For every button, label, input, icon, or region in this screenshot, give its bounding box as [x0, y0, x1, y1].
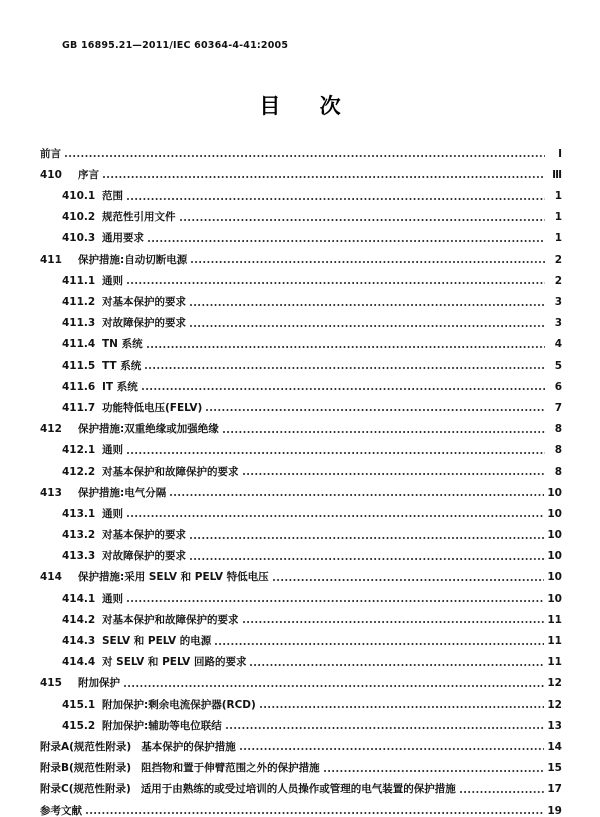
- leader-dots: [124, 682, 544, 688]
- toc-entry-number: 411.2: [62, 296, 96, 308]
- toc-annex-entry[interactable]: [40, 752, 562, 773]
- toc-entry-number: 414.2: [62, 613, 96, 626]
- toc-entry-page-number: 10: [547, 486, 562, 499]
- toc-entry-number: 411.6: [62, 380, 96, 393]
- toc-entry-page-number: Ⅰ: [558, 147, 562, 160]
- toc-entry[interactable]: [40, 562, 562, 583]
- toc-entry-page-number: 7: [554, 401, 562, 414]
- toc-entry-label: 保护措施:双重绝缘或加强绝缘: [78, 423, 219, 436]
- toc-entry[interactable]: [40, 371, 562, 392]
- toc-entry[interactable]: [40, 265, 562, 286]
- toc-entry-number: 413.3: [62, 550, 96, 563]
- toc-entry-label: 对基本保护的要求: [102, 296, 186, 308]
- toc-entry-number: 411.7: [62, 401, 96, 414]
- document-header-standard-number: GB 16895.21—2011/IEC 60364-4-41:2005: [62, 40, 289, 51]
- toc-entry-page-number: 1: [554, 232, 562, 245]
- toc-entry-number: 410.1: [62, 190, 96, 203]
- toc-entry-page-number: 10: [547, 571, 562, 584]
- leader-dots: [127, 449, 545, 455]
- leader-dots: [145, 364, 545, 370]
- leader-dots: [250, 661, 544, 667]
- toc-references-label: 参考文献: [40, 804, 82, 817]
- leader-dots: [127, 279, 545, 285]
- toc-entry-label: 对基本保护和故障保护的要求: [102, 465, 239, 478]
- toc-entry-label: 规范性引用文件: [102, 211, 176, 224]
- toc-entry-number: 411.3: [62, 317, 96, 330]
- leader-dots: [190, 534, 544, 540]
- toc-entry-page-number: 12: [547, 698, 562, 711]
- toc-entry-number: 414.1: [62, 592, 96, 605]
- toc-entry-page-number: 3: [554, 317, 562, 330]
- toc-entry-page-number: 10: [547, 529, 562, 542]
- toc-entry-label: 通则: [102, 507, 123, 520]
- toc-annex-page-number: 14: [547, 740, 562, 753]
- toc-entry[interactable]: [40, 689, 562, 710]
- toc-entry[interactable]: [40, 541, 562, 562]
- toc-entry-label: 对 SELV 和 PELV 回路的要求: [102, 656, 247, 669]
- toc-entry-label: 附加保护:辅助等电位联结: [102, 719, 222, 732]
- toc-entry-label: 对基本保护的要求: [102, 529, 186, 542]
- toc-entry-label: TN 系统: [102, 338, 143, 351]
- toc-annex-label: 附录A(规范性附录): [40, 740, 132, 753]
- toc-entry-number: 412.1: [62, 444, 96, 457]
- toc-annex-label: 附录C(规范性附录): [40, 783, 131, 796]
- leader-dots: [148, 237, 545, 243]
- toc-entry-page-number: 1: [554, 211, 562, 224]
- toc-entry-number: 411.4: [62, 338, 96, 351]
- toc-annex-title: 基本保护的保护措施: [141, 740, 236, 753]
- toc-entry[interactable]: [40, 138, 562, 159]
- leader-dots: [65, 152, 545, 158]
- toc-entry[interactable]: [40, 647, 562, 668]
- toc-references-page-number: 19: [547, 804, 562, 817]
- toc-entry-label: 功能特低电压(FELV): [102, 401, 203, 414]
- toc-entry[interactable]: [40, 329, 562, 350]
- page-title: 目 次: [259, 94, 357, 118]
- toc-annex-page-number: 15: [547, 762, 562, 775]
- leader-dots: [190, 555, 544, 561]
- toc-entry[interactable]: [40, 159, 562, 180]
- toc-entry-number: 413.2: [62, 529, 96, 542]
- leader-dots: [243, 470, 546, 476]
- leader-dots: [215, 640, 544, 646]
- toc-entry-label: 通则: [102, 444, 123, 457]
- leader-dots: [190, 301, 545, 307]
- table-of-contents: [40, 138, 562, 816]
- leader-dots: [223, 428, 545, 434]
- toc-entry-label: 范围: [102, 190, 123, 203]
- toc-entry-page-number: 5: [554, 359, 562, 372]
- toc-entry-label: 通则: [102, 592, 123, 605]
- toc-annex-entry[interactable]: [40, 774, 562, 795]
- toc-entry-number: 414: [40, 571, 62, 584]
- leader-dots: [127, 512, 544, 518]
- toc-annex-title: 适用于由熟练的或受过培训的人员操作或管理的电气装置的保护措施: [140, 783, 456, 796]
- toc-entry-number: 412.2: [62, 465, 96, 478]
- toc-entry[interactable]: [40, 308, 562, 329]
- toc-entry[interactable]: [40, 413, 562, 434]
- leader-dots: [86, 809, 544, 815]
- toc-entry[interactable]: [40, 625, 562, 646]
- toc-entry-page-number: 8: [554, 423, 562, 436]
- toc-entry-page-number: 6: [554, 380, 562, 393]
- toc-entry[interactable]: [40, 668, 562, 689]
- toc-entry-page-number: 3: [554, 296, 562, 308]
- toc-entry-number: 411: [40, 253, 62, 266]
- toc-entry-number: 414.4: [62, 656, 96, 669]
- toc-entry-page-number: 2: [554, 253, 562, 266]
- toc-entry-number: 415.2: [62, 719, 96, 732]
- toc-entry-page-number: 10: [547, 592, 562, 605]
- toc-entry-label: 对基本保护和故障保护的要求: [102, 613, 239, 626]
- toc-entry-label: 序言: [78, 168, 99, 181]
- toc-entry-label: 通用要求: [102, 232, 144, 245]
- leader-dots: [103, 173, 545, 179]
- toc-entry-page-number: 8: [554, 444, 562, 457]
- toc-entry-label: IT 系统: [102, 380, 138, 393]
- leader-dots: [460, 788, 545, 794]
- toc-entry-label: 保护措施:电气分隔: [78, 486, 167, 499]
- toc-entry[interactable]: [40, 202, 562, 223]
- toc-entry-label: 附加保护:剩余电流保护器(RCD): [102, 698, 256, 711]
- toc-entry-number: 411.1: [62, 274, 96, 287]
- toc-entry[interactable]: [40, 583, 562, 604]
- toc-entry[interactable]: [40, 286, 562, 307]
- toc-entry-label: 附加保护: [78, 677, 120, 690]
- toc-entry[interactable]: [40, 350, 562, 371]
- toc-entry-label: 保护措施:采用 SELV 和 PELV 特低电压: [78, 571, 269, 584]
- toc-annex-page-number: 17: [547, 783, 562, 796]
- toc-annex-label: 附录B(规范性附录): [40, 762, 132, 775]
- leader-dots: [190, 322, 545, 328]
- leader-dots: [273, 576, 545, 582]
- toc-entry-label: 对故障保护的要求: [102, 317, 186, 330]
- toc-entry-page-number: 13: [547, 719, 562, 732]
- toc-entry-page-number: 10: [547, 507, 562, 520]
- toc-entry-label: 对故障保护的要求: [102, 550, 186, 563]
- toc-entry-label: 保护措施:自动切断电源: [78, 253, 188, 266]
- leader-dots: [170, 491, 544, 497]
- toc-entry-label: SELV 和 PELV 的电源: [102, 635, 212, 647]
- toc-entry-page-number: 11: [547, 656, 562, 669]
- leader-dots: [127, 195, 545, 201]
- toc-entry[interactable]: [40, 244, 562, 265]
- toc-entry-number: 412: [40, 423, 62, 436]
- leader-dots: [226, 724, 545, 730]
- toc-entry-page-number: 12: [547, 677, 562, 690]
- leader-dots: [127, 597, 544, 603]
- toc-entry-label: 前言: [40, 147, 61, 160]
- toc-entry-page-number: 4: [554, 338, 562, 351]
- toc-entry[interactable]: [40, 477, 562, 498]
- toc-annex-entry[interactable]: [40, 731, 562, 752]
- toc-entry-number: 415.1: [62, 698, 96, 711]
- toc-entry-page-number: 8: [554, 465, 562, 478]
- toc-entry-number: 415: [40, 677, 62, 690]
- toc-entry[interactable]: [40, 456, 562, 477]
- toc-entry[interactable]: [40, 180, 562, 201]
- toc-references-entry[interactable]: [40, 795, 562, 816]
- toc-entry[interactable]: [40, 498, 562, 519]
- leader-dots: [206, 406, 545, 412]
- toc-entry-label: 通则: [102, 274, 123, 287]
- toc-entry-page-number: 1: [554, 190, 562, 203]
- leader-dots: [240, 745, 545, 751]
- toc-entry-number: 413: [40, 486, 62, 499]
- toc-entry-number: 411.5: [62, 359, 96, 372]
- toc-entry[interactable]: [40, 223, 562, 244]
- toc-entry-page-number: 2: [554, 274, 562, 287]
- toc-entry-page-number: Ⅲ: [552, 168, 562, 181]
- toc-entry[interactable]: [40, 392, 562, 413]
- toc-entry-number: 414.3: [62, 635, 96, 647]
- leader-dots: [180, 216, 546, 222]
- toc-entry-page-number: 11: [547, 613, 562, 626]
- leader-dots: [191, 258, 545, 264]
- toc-entry-page-number: 10: [547, 550, 562, 563]
- toc-entry[interactable]: [40, 710, 562, 731]
- leader-dots: [147, 343, 545, 349]
- leader-dots: [260, 703, 545, 709]
- toc-entry-number: 410.2: [62, 211, 96, 224]
- toc-entry[interactable]: [40, 604, 562, 625]
- leader-dots: [142, 385, 545, 391]
- toc-entry-page-number: 11: [547, 635, 562, 647]
- toc-entry-label: TT 系统: [102, 359, 142, 372]
- toc-entry-number: 410: [40, 168, 62, 181]
- leader-dots: [243, 618, 545, 624]
- toc-entry[interactable]: [40, 519, 562, 540]
- toc-entry-number: 413.1: [62, 507, 96, 520]
- toc-annex-title: 阻挡物和置于伸臂范围之外的保护措施: [141, 762, 320, 775]
- toc-entry[interactable]: [40, 435, 562, 456]
- toc-entry-number: 410.3: [62, 232, 96, 245]
